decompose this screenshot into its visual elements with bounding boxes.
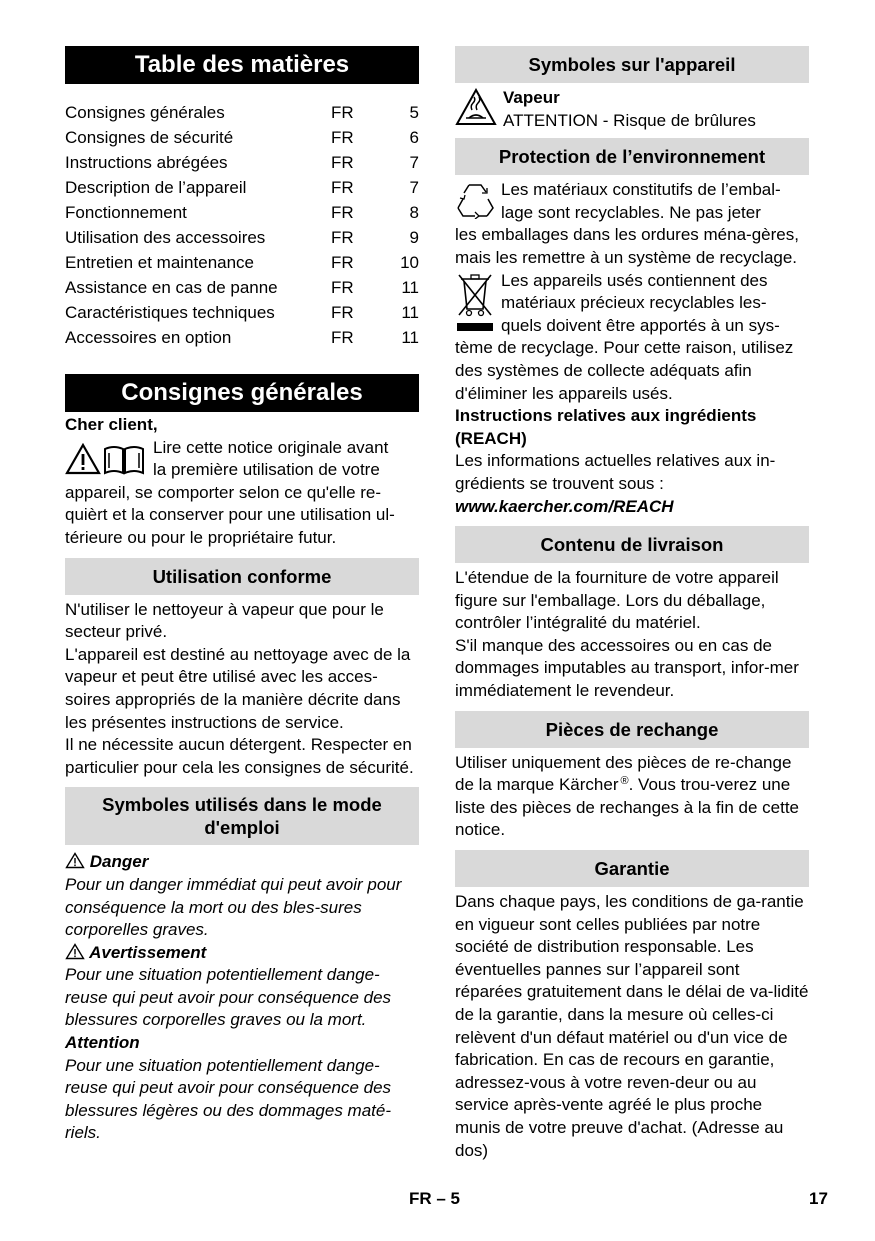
delivery-paragraph-1: L'étendue de la fourniture de votre appareil figure sur l'emballage. Lors du déballage, contrôler l’intégralité du matériel. xyxy=(455,568,779,633)
toc-entry-page: 11 xyxy=(401,328,419,347)
toc-row[interactable] xyxy=(65,300,419,325)
toc-entry-page: 7 xyxy=(409,153,419,172)
toc-entry-lang: FR xyxy=(331,253,354,272)
toc-entry-title: Entretien et maintenance xyxy=(65,253,255,272)
recycle-rest: les emballages dans les ordures ména-gères, mais les remettre à un système de recyclage. xyxy=(455,225,799,267)
danger-text: Pour un danger immédiat qui peut avoir pour conséquence la mort ou des bles-sures corporelles graves. xyxy=(65,874,402,940)
toc-entry-title: Caractéristiques techniques xyxy=(65,303,275,322)
reach-title: Instructions relatives aux ingrédients (REACH) xyxy=(455,406,757,448)
left-column xyxy=(65,46,419,1145)
intro-line-2: la première utilisation de votre xyxy=(153,460,380,480)
usage-heading: Utilisation conforme xyxy=(65,558,419,595)
weee-rest: tème de recyclage. Pour cette raison, utilisez des systèmes de collecte adéquats afin d'éliminer les appareils usés. xyxy=(455,338,794,403)
toc-row[interactable] xyxy=(65,275,419,300)
symbols-heading: Symboles utilisés dans le mode d'emploi xyxy=(65,787,419,845)
toc-entry-page: 9 xyxy=(409,228,419,247)
spare-parts-heading: Pièces de rechange xyxy=(455,711,809,748)
hot-steam-warning-icon xyxy=(455,88,497,126)
attention-text: Pour une situation potentiellement dange-reuse qui peut avoir pour conséquence des blessures légères ou des dommages maté-riels. xyxy=(65,1055,392,1143)
toc-entry-title: Utilisation des accessoires xyxy=(65,228,266,247)
toc-heading: Table des matières xyxy=(65,46,419,84)
intro-line-1: Lire cette notice originale avant xyxy=(153,437,389,457)
spare-parts-text xyxy=(455,752,809,842)
steam-text: ATTENTION - Risque de brûlures xyxy=(503,110,756,130)
weee-block xyxy=(455,270,809,406)
delivery-heading: Contenu de livraison xyxy=(455,526,809,563)
toc-entry-title: Instructions abrégées xyxy=(65,153,228,172)
usage-paragraph-2: L'appareil est destiné au nettoyage avec de la vapeur et peut être utilisé avec les acces-soires appropriés de la manière décrite dans les présentes instructions de service. xyxy=(65,644,411,732)
toc-entry-lang: FR xyxy=(331,128,354,147)
toc-entry-title: Accessoires en option xyxy=(65,328,232,347)
weee-line-1: Les appareils usés contiennent des xyxy=(501,270,768,290)
usage-paragraph-1: N'utiliser le nettoyeur à vapeur que pour le secteur privé. xyxy=(65,599,384,642)
toc-row[interactable] xyxy=(65,100,419,125)
steam-label: Vapeur xyxy=(503,88,560,107)
footer-label: FR – 5 xyxy=(409,1189,461,1208)
delivery-paragraph-2: S'il manque des accessoires ou en cas de dommages imputables au transport, infor-mer immédiatement le revendeur. xyxy=(455,635,799,701)
recycle-line-2: lage sont recyclables. Ne pas jeter xyxy=(501,202,761,222)
small-warning-icon xyxy=(65,943,89,962)
spare-parts-text-after: . Vous trou-verez une liste des pièces de rechanges à la fin de cette notice. xyxy=(455,775,799,840)
toc-entry-title: Assistance en cas de panne xyxy=(65,278,278,297)
toc-entry-lang: FR xyxy=(331,303,354,322)
recycle-block xyxy=(455,179,809,269)
toc-row[interactable] xyxy=(65,125,419,150)
toc-entry-lang: FR xyxy=(331,278,354,297)
toc-entry-lang: FR xyxy=(331,153,354,172)
toc-row[interactable] xyxy=(65,200,419,225)
footer-page-number: 17 xyxy=(809,1189,828,1208)
general-heading: Consignes générales xyxy=(65,374,419,412)
warning-label-row xyxy=(65,942,419,965)
warranty-text: Dans chaque pays, les conditions de ga-rantie en vigueur sont celles publiées par notre société de distribution responsable. Les éventuelles pannes sur l’appareil sont réparées gratuitement dans le délai de va-lidité de la garantie, dans la mesure où celles-ci relèvent d'un défaut matériel ou d'un vice de fabrication. En cas de recours en garantie, adressez-vous à votre reven-deur ou au service après-vente agréé le plus proche munis de votre preuve d'achat. (Adresse au dos) xyxy=(455,892,809,1160)
reach-text: Les informations actuelles relatives aux in-grédients se trouvent sous : xyxy=(455,451,776,493)
danger-label-row xyxy=(65,851,419,874)
recycle-line-1: Les matériaux constitutifs de l’embal- xyxy=(501,180,781,200)
device-symbols-heading: Symboles sur l'appareil xyxy=(455,46,809,83)
toc-row[interactable] xyxy=(65,325,419,350)
small-warning-icon xyxy=(65,852,90,871)
weee-line-2: matériaux précieux recyclables les- xyxy=(501,293,767,313)
warning-triangle-icon xyxy=(65,443,101,475)
toc-entry-lang: FR xyxy=(331,178,354,197)
toc-entry-page: 6 xyxy=(409,128,419,147)
toc-entry-page: 7 xyxy=(409,178,419,197)
table-of-contents xyxy=(65,100,419,350)
toc-entry-title: Consignes de sécurité xyxy=(65,128,234,147)
toc-row[interactable] xyxy=(65,175,419,200)
toc-entry-title: Description de l’appareil xyxy=(65,178,247,197)
environment-heading: Protection de l’environnement xyxy=(455,138,809,175)
toc-entry-page: 11 xyxy=(401,278,419,297)
toc-entry-page: 11 xyxy=(401,303,419,322)
recycling-icon xyxy=(455,181,495,219)
reach-url-link[interactable]: www.kaercher.com/REACH xyxy=(455,496,674,516)
toc-entry-lang: FR xyxy=(331,103,354,122)
spare-parts-text-before: Utiliser uniquement des pièces de re-change de la marque Kärcher xyxy=(455,752,792,795)
right-column xyxy=(455,46,809,1162)
intro-rest: appareil, se comporter selon ce qu'elle re-quièrt et la conserver pour une utilisation ul-térieure ou pour le propriétaire futur. xyxy=(65,482,395,547)
toc-row[interactable] xyxy=(65,250,419,275)
toc-row[interactable] xyxy=(65,225,419,250)
weee-line-3: quels doivent être apportés à un sys- xyxy=(501,315,780,335)
registered-mark: ® xyxy=(620,774,629,787)
intro-block xyxy=(65,437,419,550)
toc-entry-lang: FR xyxy=(331,203,354,222)
toc-entry-title: Consignes générales xyxy=(65,103,225,122)
toc-entry-title: Fonctionnement xyxy=(65,203,187,222)
warning-text: Pour une situation potentiellement dange-reuse qui peut avoir pour conséquence des blessures corporelles graves ou la mort. xyxy=(65,965,392,1030)
toc-entry-lang: FR xyxy=(331,228,354,247)
usage-paragraph-3: Il ne nécessite aucun détergent. Respecter en particulier pour cela les consignes de sécurité. xyxy=(65,735,414,777)
toc-entry-page: 10 xyxy=(400,253,419,272)
toc-entry-lang: FR xyxy=(331,328,354,347)
crossed-bin-icon xyxy=(455,271,495,335)
attention-label: Attention xyxy=(65,1033,140,1053)
toc-entry-page: 8 xyxy=(409,203,419,222)
warranty-heading: Garantie xyxy=(455,850,809,887)
toc-entry-page: 5 xyxy=(409,103,419,122)
warning-label: Avertissement xyxy=(89,942,207,962)
toc-row[interactable] xyxy=(65,150,419,175)
greeting: Cher client, xyxy=(65,415,158,434)
steam-warning-block xyxy=(455,87,809,132)
manual-book-icon xyxy=(101,443,147,475)
danger-label: Danger xyxy=(89,852,149,872)
